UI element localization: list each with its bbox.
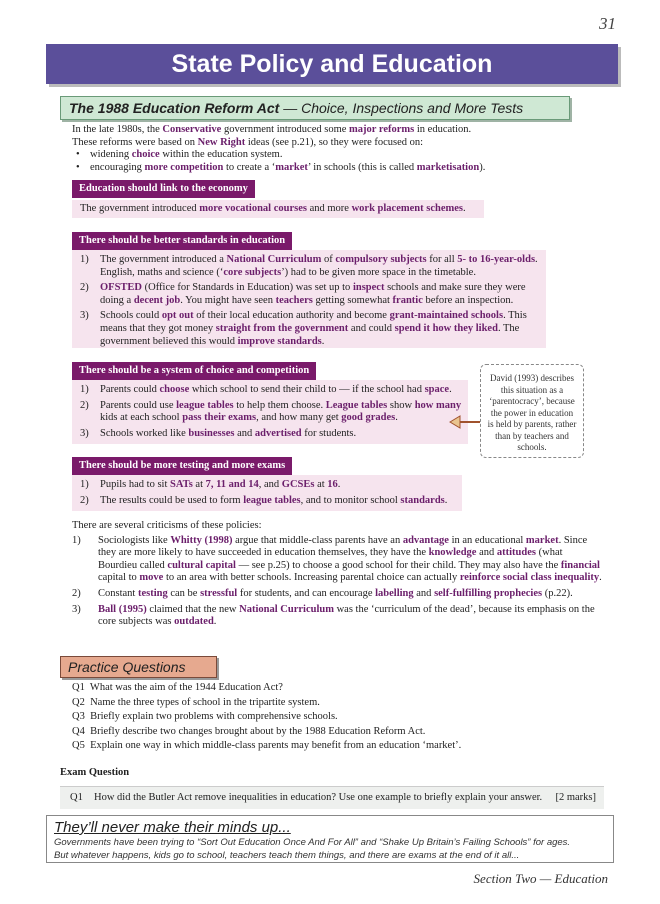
footer-heading: They’ll never make their minds up... [54,819,291,836]
exam-question-box: Q1 How did the Butler Act remove inequalities in education? Use one example to briefly explain your answer. [2 marks] [60,786,604,809]
footer-line-2: But whatever happens, kids go to school, teachers teach them things, and there are exams at the end of it all... [54,850,520,861]
list-item: 3) Ball (1995) claimed that the new National Curriculum was the ‘curriculum of the dead’, because its emphasis on the core subjects was outdated. [72,603,595,628]
economy-heading: Education should link to the economy [72,180,255,198]
list-item: 3) Schools worked like businesses and advertised for students. [80,427,357,439]
intro-bullet-2: • encouraging more competition to create a ‘market’ in schools (this is called marketisation). [76,161,486,173]
footer-box [46,815,614,863]
list-item: 1) Parents could choose which school to send their child to — if the school had space. [80,384,452,395]
standards-box [72,250,546,348]
practice-questions [72,682,592,755]
criticisms-intro: There are several criticisms of these policies: [72,520,262,531]
section-label: Section Two — Education [473,871,608,886]
practice-heading: Practice Questions [60,656,217,678]
list-item: 3) Schools could opt out of their local education authority and become grant-maintained schools. This means that they got money straight from the government and could spend it how they liked. The government believed this would improve standards. [80,310,527,347]
intro-line-2: These reforms were based on New Right ideas (see p.21), so they were focused on: [72,136,424,148]
list-item: 1) Sociologists like Whitty (1998) argue that middle-class parents have an advantage in an educational market. Since they are more likely to have succeeded in education themselves, they have the knowledge and attitudes (what Bourdieu called cultural capital — see p.25) to choose a good school for their child. They may also have the financial capital to move to an area with better schools. Increasing parental choice can actually reinforce social class inequality. [72,534,602,584]
arrow-left-icon [448,414,482,430]
intro-bullet-1: • widening choice within the education system. [76,149,283,161]
list-item: 1) Pupils had to sit SATs at 7, 11 and 14, and GCSEs at 16. [80,479,341,490]
footer-line-1: Governments have been trying to “Sort Out Education Once And For All” and “Shake Up Britain’s Failing Schools” for ages. [54,837,571,848]
standards-heading: There should be better standards in education [72,232,292,250]
question-item: Q1 What was the aim of the 1944 Education Act? [72,682,283,693]
question-item: Q2 Name the three types of school in the tripartite system. [72,696,320,708]
exam-heading: Exam Question [60,767,130,778]
list-item: 2) Constant testing can be stressful for students, and can encourage labelling and self-fulfilling prophecies (p.22). [72,587,573,599]
list-item: 2) OFSTED (Office for Standards in Education) was set up to inspect schools and make sure they were doing a decent job. You might have seen teachers getting somewhat frantic before an inspection. [80,282,526,306]
choice-heading: There should be a system of choice and competition [72,362,316,380]
criticisms [72,520,602,632]
question-item: Q5 Explain one way in which middle-class parents may benefit from an education ‘market’. [72,740,462,752]
page-title: State Policy and Education [46,44,618,84]
question-item: Q3 Briefly explain two problems with comprehensive schools. [72,711,338,723]
intro-text [72,124,592,174]
list-item: 1) The government introduced a National Curriculum of compulsory subjects for all 5- to 16-year-olds. English, maths and science (‘core subjects’) had to be given more space in the timetable. [80,254,538,278]
section-subtitle [60,96,570,120]
choice-box [72,380,468,444]
testing-heading: There should be more testing and more exams [72,457,292,475]
testing-box [72,475,462,511]
intro-line-1: In the late 1980s, the Conservative government introduced some major reforms in education. [72,124,472,135]
question-item: Q4 Briefly describe two changes brought about by the 1988 Education Reform Act. [72,725,426,737]
economy-box: The government introduced more vocational courses and more work placement schemes. [72,200,484,218]
list-item: 2) Parents could use league tables to help them choose. League tables show how many kids at each school pass their exams, and how many get good grades. [80,399,462,424]
subtitle-bold: The 1988 Education Reform Act [69,100,280,116]
list-item: 2) The results could be used to form league tables, and to monitor school standards. [80,494,448,506]
page-number: 31 [599,14,616,33]
subtitle-rest: — Choice, Inspections and More Tests [283,100,524,116]
side-note: David (1993) describes this situation as a ‘parentocracy’, because the power in education is held by parents, rather than by teachers and schools. [480,364,584,458]
